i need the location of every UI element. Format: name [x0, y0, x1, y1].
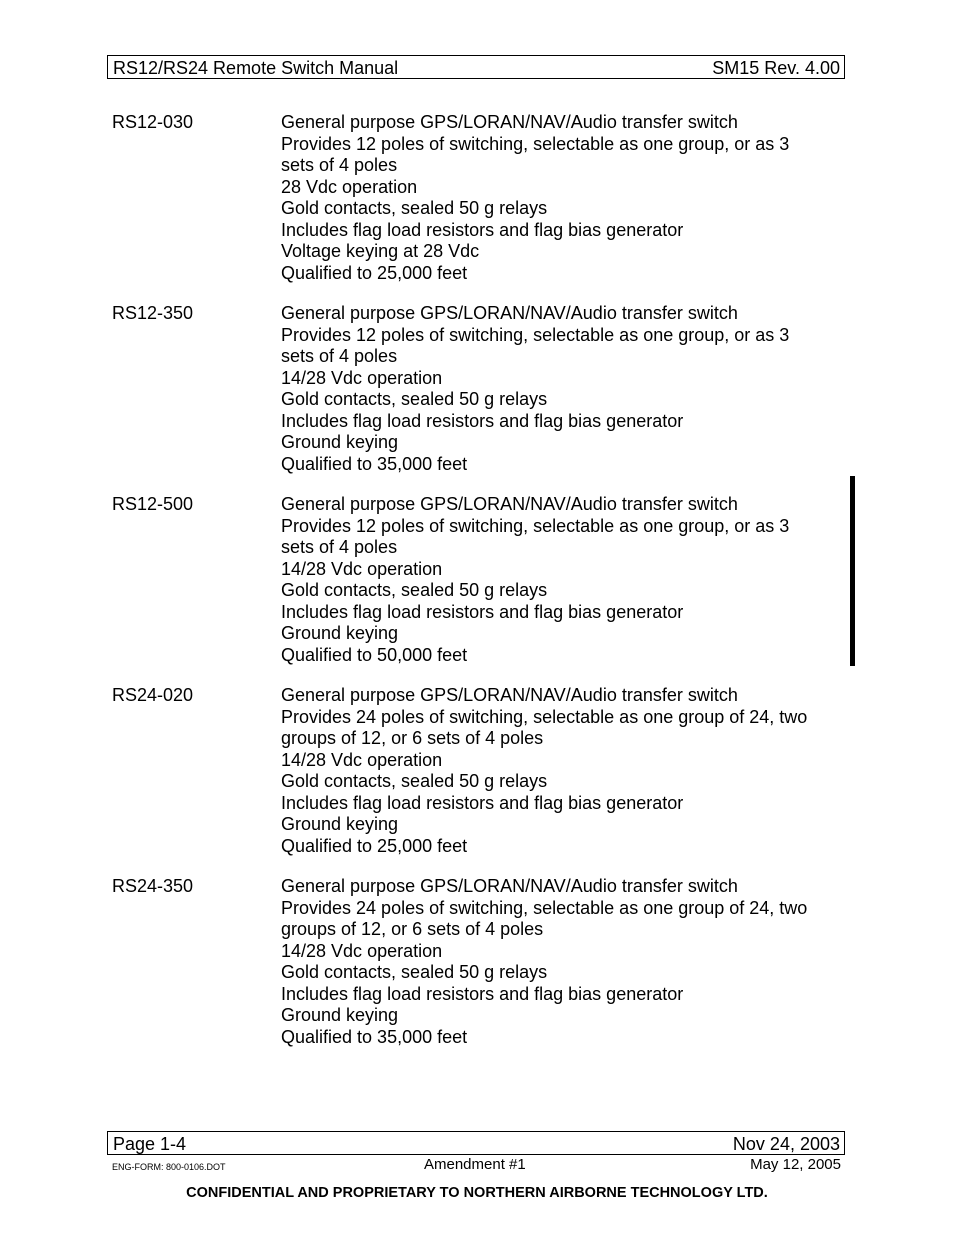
page-footer: [107, 1131, 845, 1155]
model-features: [281, 303, 842, 475]
model-entry: [112, 112, 842, 284]
feature-line: Ground keying: [281, 432, 399, 452]
feature-line: General purpose GPS/LORAN/NAV/Audio transfer switch: [281, 876, 738, 896]
manual-title: RS12/RS24 Remote Switch Manual: [113, 58, 399, 78]
feature-line: Qualified to 50,000 feet: [281, 644, 468, 665]
feature-line: Provides 12 poles of switching, selectable as one group, or as 3: [281, 515, 790, 536]
issue-date: Nov 24, 2003: [732, 1134, 840, 1154]
feature-line: groups of 12, or 6 sets of 4 poles: [281, 728, 544, 748]
feature-line: Provides 12 poles of switching, selectable as one group, or as 3: [281, 324, 790, 345]
model-entry: [112, 685, 842, 857]
form-id: ENG-FORM: 800-0106.DOT: [112, 1162, 226, 1172]
model-features: [281, 494, 842, 666]
feature-line: 14/28 Vdc operation: [281, 558, 443, 579]
feature-line: General purpose GPS/LORAN/NAV/Audio transfer switch: [281, 303, 738, 323]
feature-line: Provides 12 poles of switching, selectable as one group, or as 3: [281, 133, 790, 154]
model-number: RS12-350: [112, 303, 194, 323]
model-entry: [112, 494, 842, 666]
feature-line: Gold contacts, sealed 50 g relays: [281, 962, 548, 982]
model-number: RS24-350: [112, 876, 194, 896]
feature-line: General purpose GPS/LORAN/NAV/Audio transfer switch: [281, 494, 738, 514]
feature-line: Qualified to 35,000 feet: [281, 1026, 468, 1047]
feature-line: Voltage keying at 28 Vdc: [281, 241, 480, 261]
model-number: RS12-500: [112, 494, 194, 514]
model-entry: [112, 876, 842, 1048]
feature-line: Qualified to 25,000 feet: [281, 262, 468, 283]
feature-line: groups of 12, or 6 sets of 4 poles: [281, 919, 544, 939]
feature-line: Includes flag load resistors and flag bias generator: [281, 410, 684, 431]
amendment-label: Amendment #1: [424, 1156, 526, 1173]
feature-line: Includes flag load resistors and flag bias generator: [281, 983, 684, 1004]
feature-line: Includes flag load resistors and flag bias generator: [281, 601, 684, 622]
feature-line: General purpose GPS/LORAN/NAV/Audio transfer switch: [281, 112, 738, 132]
feature-line: Gold contacts, sealed 50 g relays: [281, 389, 548, 409]
feature-line: sets of 4 poles: [281, 537, 398, 557]
model-features: [281, 112, 842, 284]
feature-line: Includes flag load resistors and flag bias generator: [281, 219, 684, 240]
model-entry: [112, 303, 842, 475]
feature-line: Gold contacts, sealed 50 g relays: [281, 771, 548, 791]
feature-line: Ground keying: [281, 814, 399, 834]
feature-line: Ground keying: [281, 1005, 399, 1025]
feature-line: 14/28 Vdc operation: [281, 367, 443, 388]
feature-line: Provides 24 poles of switching, selectable as one group of 24, two: [281, 897, 808, 918]
feature-line: 14/28 Vdc operation: [281, 940, 443, 961]
feature-line: Gold contacts, sealed 50 g relays: [281, 198, 548, 218]
feature-line: 14/28 Vdc operation: [281, 749, 443, 770]
model-number: RS12-030: [112, 112, 194, 132]
feature-line: Provides 24 poles of switching, selectable as one group of 24, two: [281, 706, 808, 727]
feature-line: General purpose GPS/LORAN/NAV/Audio transfer switch: [281, 685, 738, 705]
amendment-date: May 12, 2005: [750, 1156, 841, 1173]
feature-line: 28 Vdc operation: [281, 176, 418, 197]
model-list: [112, 112, 842, 1067]
page-header: [107, 55, 845, 79]
feature-line: Gold contacts, sealed 50 g relays: [281, 580, 548, 600]
document-revision: SM15 Rev. 4.00: [712, 58, 840, 78]
feature-line: Includes flag load resistors and flag bias generator: [281, 792, 684, 813]
confidentiality-notice: CONFIDENTIAL AND PROPRIETARY TO NORTHERN AIRBORNE TECHNOLOGY LTD.: [186, 1185, 768, 1201]
revision-change-bar: [850, 476, 855, 666]
feature-line: sets of 4 poles: [281, 155, 398, 175]
page-number: Page 1-4: [113, 1134, 187, 1154]
model-number: RS24-020: [112, 685, 194, 705]
feature-line: Ground keying: [281, 623, 399, 643]
feature-line: sets of 4 poles: [281, 346, 398, 366]
model-features: [281, 685, 842, 857]
feature-line: Qualified to 35,000 feet: [281, 453, 468, 474]
model-features: [281, 876, 842, 1048]
feature-line: Qualified to 25,000 feet: [281, 835, 468, 856]
